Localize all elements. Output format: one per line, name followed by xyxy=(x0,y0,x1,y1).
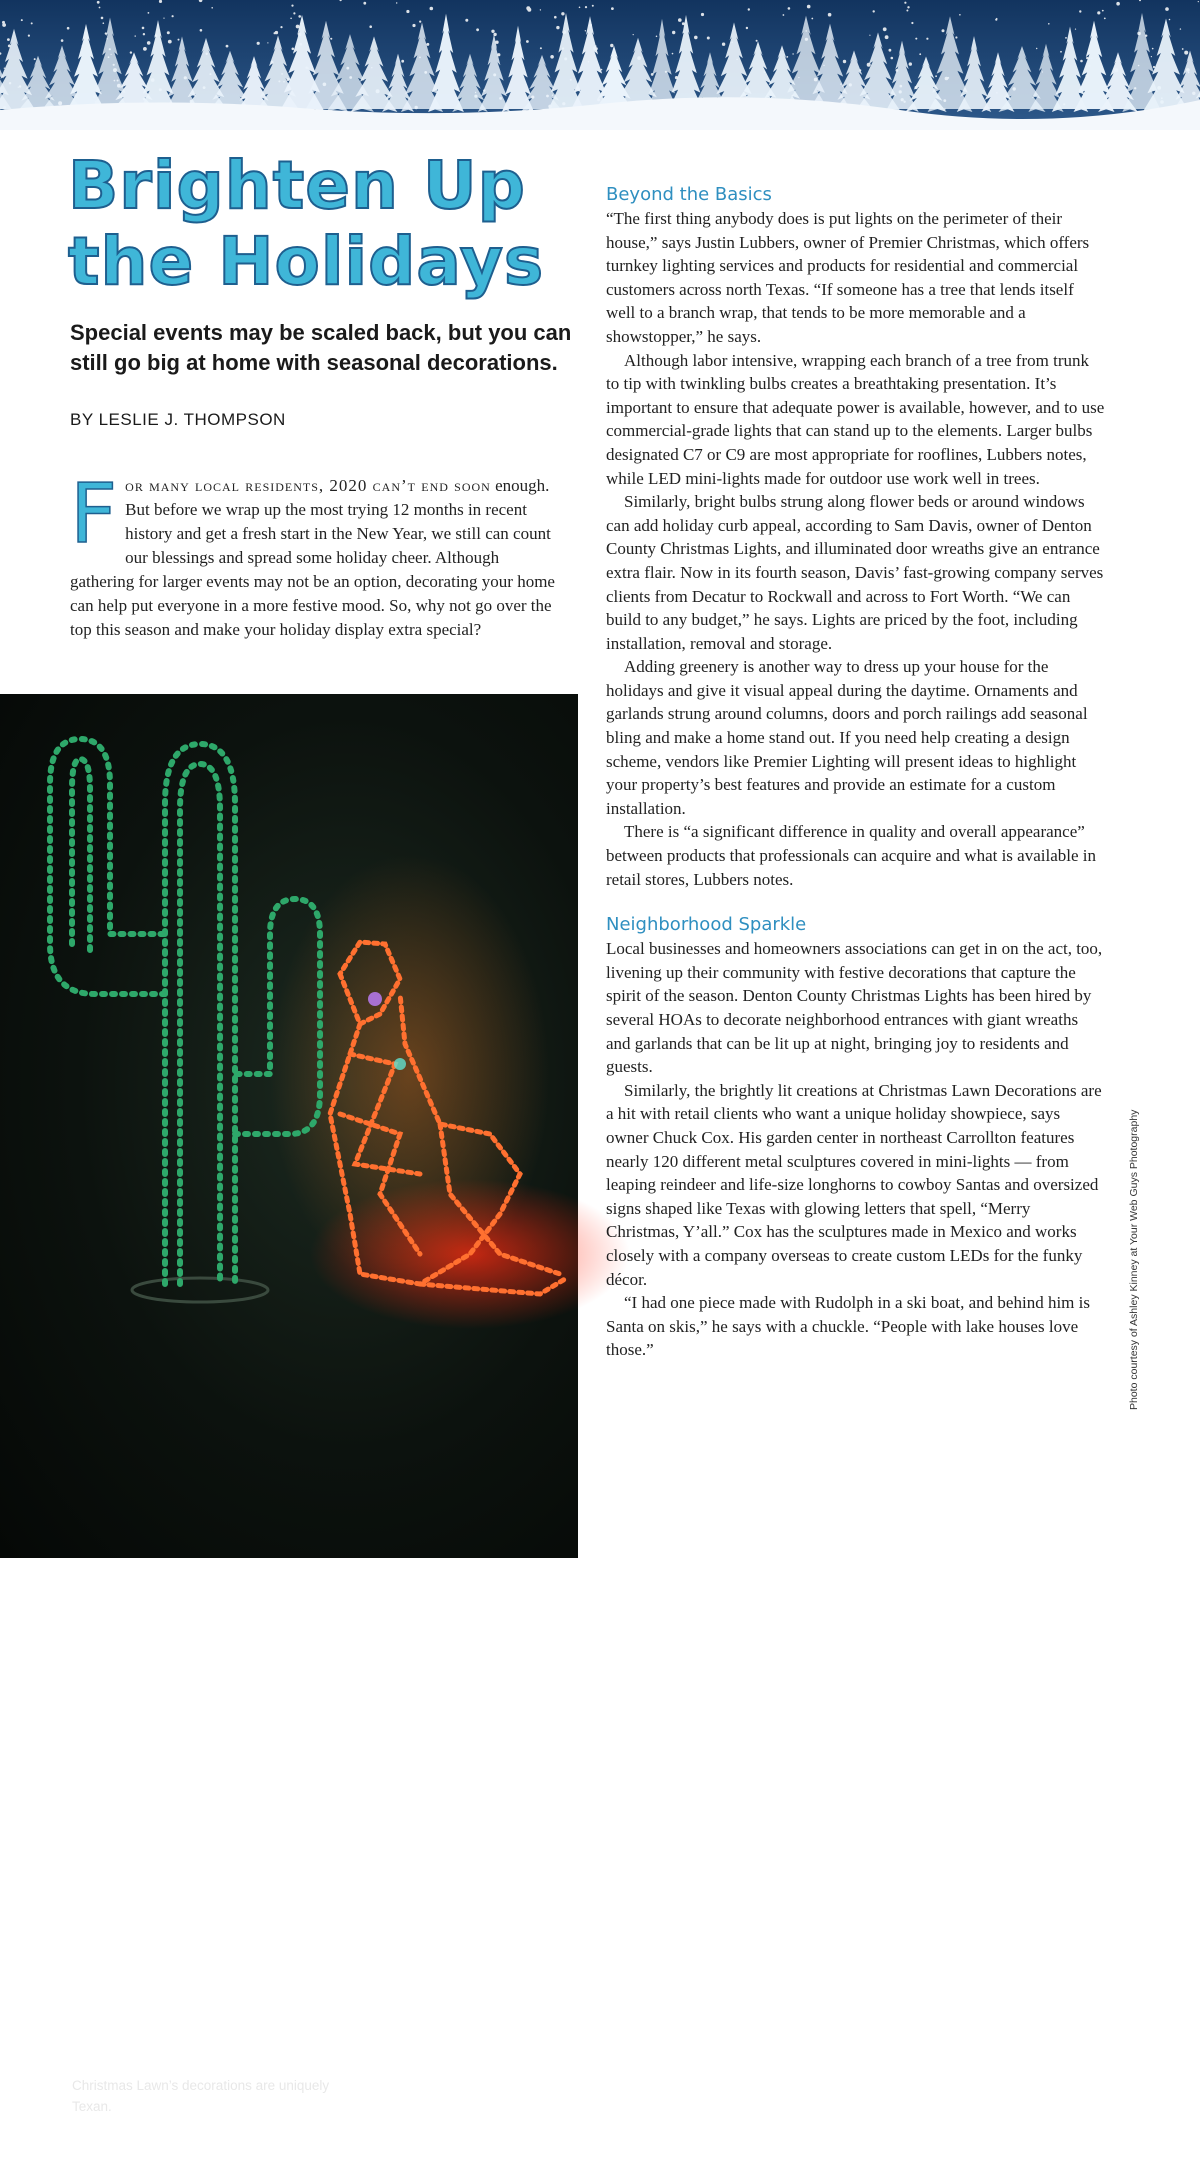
cactus-coyote-lights-photo xyxy=(0,694,578,2180)
photo-credit: Photo courtesy of Ashley Kinney at Your Web Guys Photography xyxy=(1128,1109,1140,1410)
title-line-2: the Holidays xyxy=(68,223,545,300)
photo-caption: Christmas Lawn’s decorations are uniquely Texan. xyxy=(72,2078,330,2114)
winter-tree-banner xyxy=(0,0,1200,130)
intro-text: enough. But before we wrap up the most trying 12 months in recent history and get a fresh start in the New Year, we still can count our blessings and spread some holiday cheer. Although gathering for larger events may not be an option, decorating your home can help put everyone in a more festive mood. So, why not go over the top this season and make your holiday display extra special? xyxy=(70,476,555,639)
body-paragraph: Local businesses and homeowners associations can get in on the act, too, livening up their community with festive decorations that capture the spirit of the season. Denton County Christmas Lights has been hired by several HOAs to decorate neighborhood entrances with giant wreaths and garlands that can be lit up at night, bringing joy to residents and guests. xyxy=(606,939,1103,1077)
body-paragraph: “I had one piece made with Rudolph in a ski boat, and behind him is Santa on skis,” he says with a chuckle. “People with lake houses love those.” xyxy=(606,1293,1090,1360)
section-heading-neighborhood-sparkle: Neighborhood Sparkle xyxy=(606,914,807,936)
coyote-collar-glow xyxy=(394,1058,406,1070)
byline: BY LESLIE J. THOMPSON xyxy=(70,410,286,429)
coyote-orange-glow xyxy=(270,854,550,1294)
light-sculpture-illustration xyxy=(0,694,578,1558)
page-folio xyxy=(72,2142,488,2182)
section-heading-beyond-basics: Beyond the Basics xyxy=(606,184,772,205)
page-number: 46 xyxy=(72,2142,110,2180)
intro-paragraph xyxy=(70,467,565,642)
body-paragraph: There is “a significant difference in quality and overall appearance” between products that professionals can acquire and what is available in retail stores, Lubbers notes. xyxy=(606,822,1096,889)
body-paragraph: Similarly, bright bulbs strung along flower beds or around windows can add holiday curb appeal, according to Sam Davis, owner of Denton County Christmas Lights, and illuminated door wreaths give an entrance extra flair. Now in its fourth season, Davis’ fast-growing company serves clients from Decatur to Rockwall and across to Fort Worth. “We can build to any budget,” he says. Lights are priced by the foot, including installation, removal and storage. xyxy=(606,492,1104,653)
title-line-1: Brighten Up xyxy=(68,147,526,224)
body-paragraph: Although labor intensive, wrapping each branch of a tree from trunk to tip with twinkling bulbs creates a breathtaking presentation. It’s important to ensure that adequate power is available, however, and to use commercial-grade lights that can stand up to the elements. Larger bulbs designated C7 or C9 are most appropriate for rooflines, Lubbers notes, while LED mini-lights made for outdoor use work well in trees. xyxy=(606,350,1105,488)
issue-date: NOVEMBER/DECEMBER 2020 xyxy=(267,2159,488,2175)
intro-lead-in: or many local residents, 2020 can’t end soon xyxy=(125,476,491,495)
body-paragraph: “The first thing anybody does is put lights on the perimeter of their house,” says Justin Lubbers, owner of Premier Christmas, which offers turnkey lighting services and products for residential and commercial customers across north Texas. “If someone has a tree that lends itself well to a branch wrap, that tends to be more memorable and a showstopper,” he says. xyxy=(606,209,1090,346)
magazine-name: DENTON COUNTY xyxy=(119,2159,262,2175)
snowy-pine-trees-icon xyxy=(0,0,1200,130)
drop-cap: F xyxy=(70,467,118,562)
body-paragraph: Similarly, the brightly lit creations at Christmas Lawn Decorations are a hit with retail clients who want a unique holiday showpiece, says owner Chuck Cox. His garden center in northeast Carrollton features nearly 120 different metal sculptures covered in mini-lights — from leaping reindeer and life-size longhorns to cowboy Santas and oversized signs shaped like Texas with glowing letters that spell, “Merry Christmas, Y’all.” Cox has the sculptures made in Mexico and works closely with a company overseas to create custom LEDs for the funky décor. xyxy=(606,1080,1102,1289)
article-deck: Special events may be scaled back, but you can still go big at home with seasonal decorations. xyxy=(70,320,572,375)
page-title xyxy=(68,148,588,300)
coyote-eye-glow xyxy=(368,992,382,1006)
cactus-base-ring xyxy=(132,1278,268,1302)
article-body-column xyxy=(606,183,1106,1362)
body-paragraph: Adding greenery is another way to dress up your house for the holidays and give it visual appeal during the daytime. Ornaments and garlands strung around columns, doors and porch railings add seasonal bling and make a home stand out. If you need help creating a design scheme, vendors like Premier Lighting will present ideas to highlight your property’s best features and provide an estimate for a custom installation. xyxy=(606,657,1088,818)
